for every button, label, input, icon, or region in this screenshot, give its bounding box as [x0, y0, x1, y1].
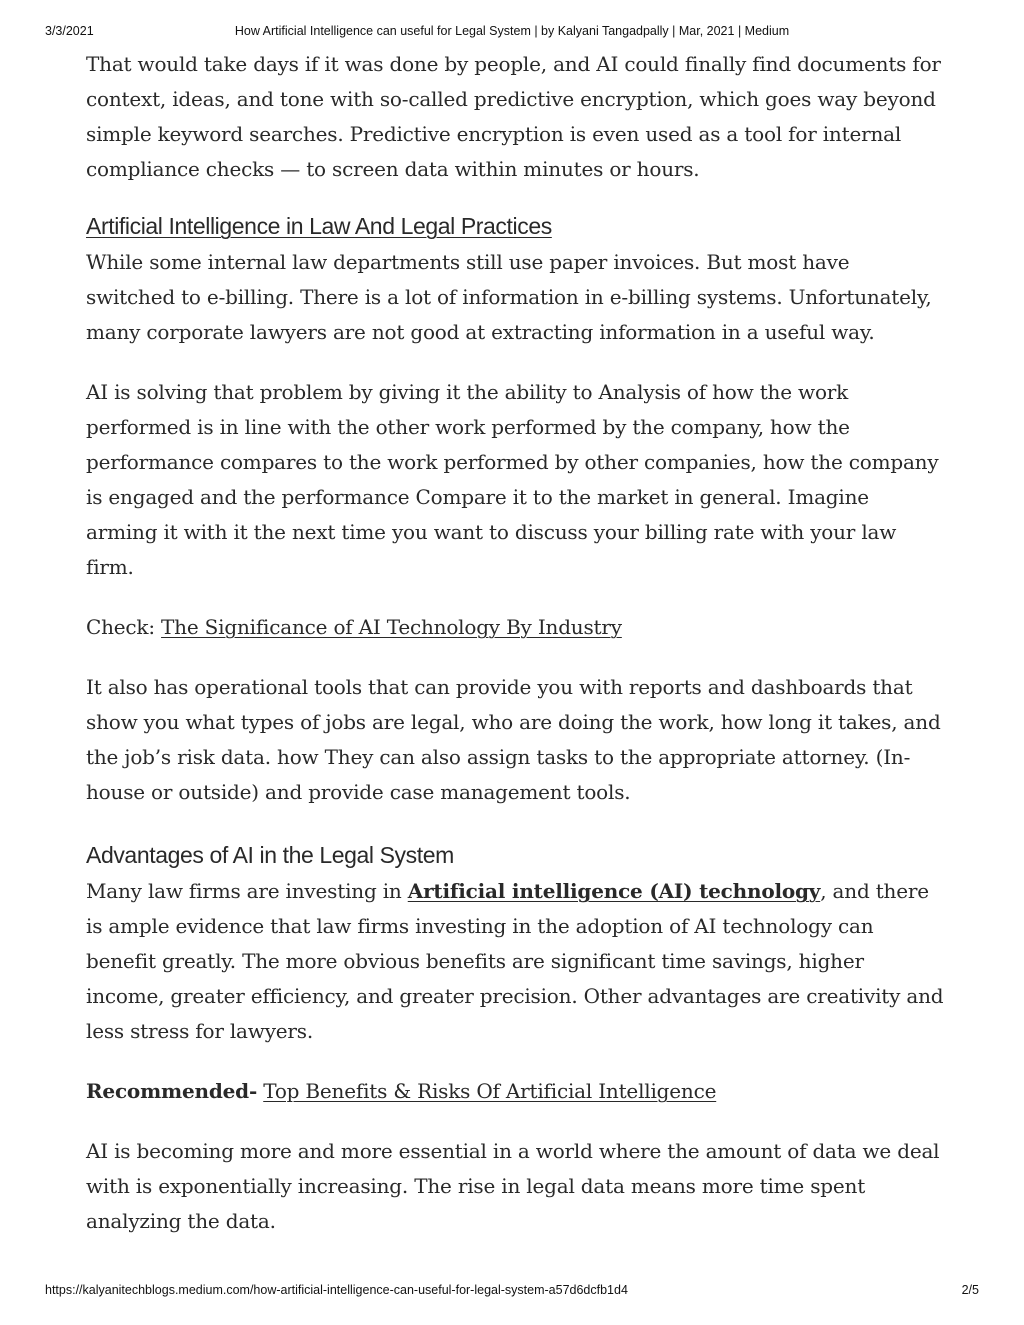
paragraph-predictive-encryption: That would take days if it was done by people, and AI could finally find documents for context, ideas, and tone with so-called predictive encryption, which goes way beyond simple keyword searches. Predictive encryption is even used as a tool for internal compliance checks — to screen data within minutes or hours. [86, 52, 941, 181]
recommended-line [86, 1074, 944, 1109]
check-link[interactable]: The Significance of AI Technology By Industry [161, 615, 622, 639]
print-url: https://kalyanitechblogs.medium.com/how-artificial-intelligence-can-useful-for-legal-system-a57d6dcfb1d4 [45, 1283, 628, 1297]
print-header [0, 24, 1024, 42]
paragraph-operational-tools: It also has operational tools that can provide you with reports and dashboards that show you what types of jobs are legal, who are doing the work, how long it takes, and the job’s risk data. how They can also assign tasks to the appropriate attorney. (In-house or outside) and provide case management tools. [86, 675, 941, 804]
article-body [86, 47, 944, 1264]
check-prefix: Check: [86, 615, 162, 639]
heading-advantages: Advantages of AI in the Legal System [86, 842, 454, 868]
recommended-label: Recommended- [86, 1079, 258, 1103]
heading-ai-in-law[interactable]: Artificial Intelligence in Law And Legal Practices [86, 213, 552, 239]
print-page-number: 2/5 [961, 1283, 979, 1297]
advantages-text-after: , and there is ample evidence that law firms investing in the adoption of AI technology can benefit greatly. The more obvious benefits are significant time savings, higher income, greater efficiency, and greater precision. Other advantages are creativity and less stress for lawyers. [86, 879, 944, 1043]
print-page-title: How Artificial Intelligence can useful for Legal System | by Kalyani Tangadpally | Mar, 2021 | Medium [234, 24, 790, 38]
paragraph-legal-data: AI is becoming more and more essential in a world where the amount of data we deal with is exponentially increasing. The rise in legal data means more time spent analyzing the data. [86, 1139, 940, 1233]
recommended-link[interactable]: Top Benefits & Risks Of Artificial Intelligence [263, 1079, 717, 1103]
print-date: 3/3/2021 [45, 24, 94, 38]
paragraph-billing-analysis: AI is solving that problem by giving it the ability to Analysis of how the work performed is in line with the other work performed by the company, how the performance compares to the work performed by other companies, how the company is engaged and the performance Compare it to the market in general. Imagine arming it with it the next time you want to discuss your billing rate with your law firm. [86, 380, 939, 579]
print-footer [0, 1283, 1024, 1301]
advantages-text-before: Many law firms are investing in [86, 879, 408, 903]
ai-technology-link[interactable]: Artificial intelligence (AI) technology [407, 879, 821, 903]
check-line [86, 610, 944, 645]
paragraph-e-billing: While some internal law departments still use paper invoices. But most have switched to e-billing. There is a lot of information in e-billing systems. Unfortunately, many corporate lawyers are not good at extracting information in a useful way. [86, 250, 932, 344]
paragraph-advantages [86, 874, 944, 1049]
